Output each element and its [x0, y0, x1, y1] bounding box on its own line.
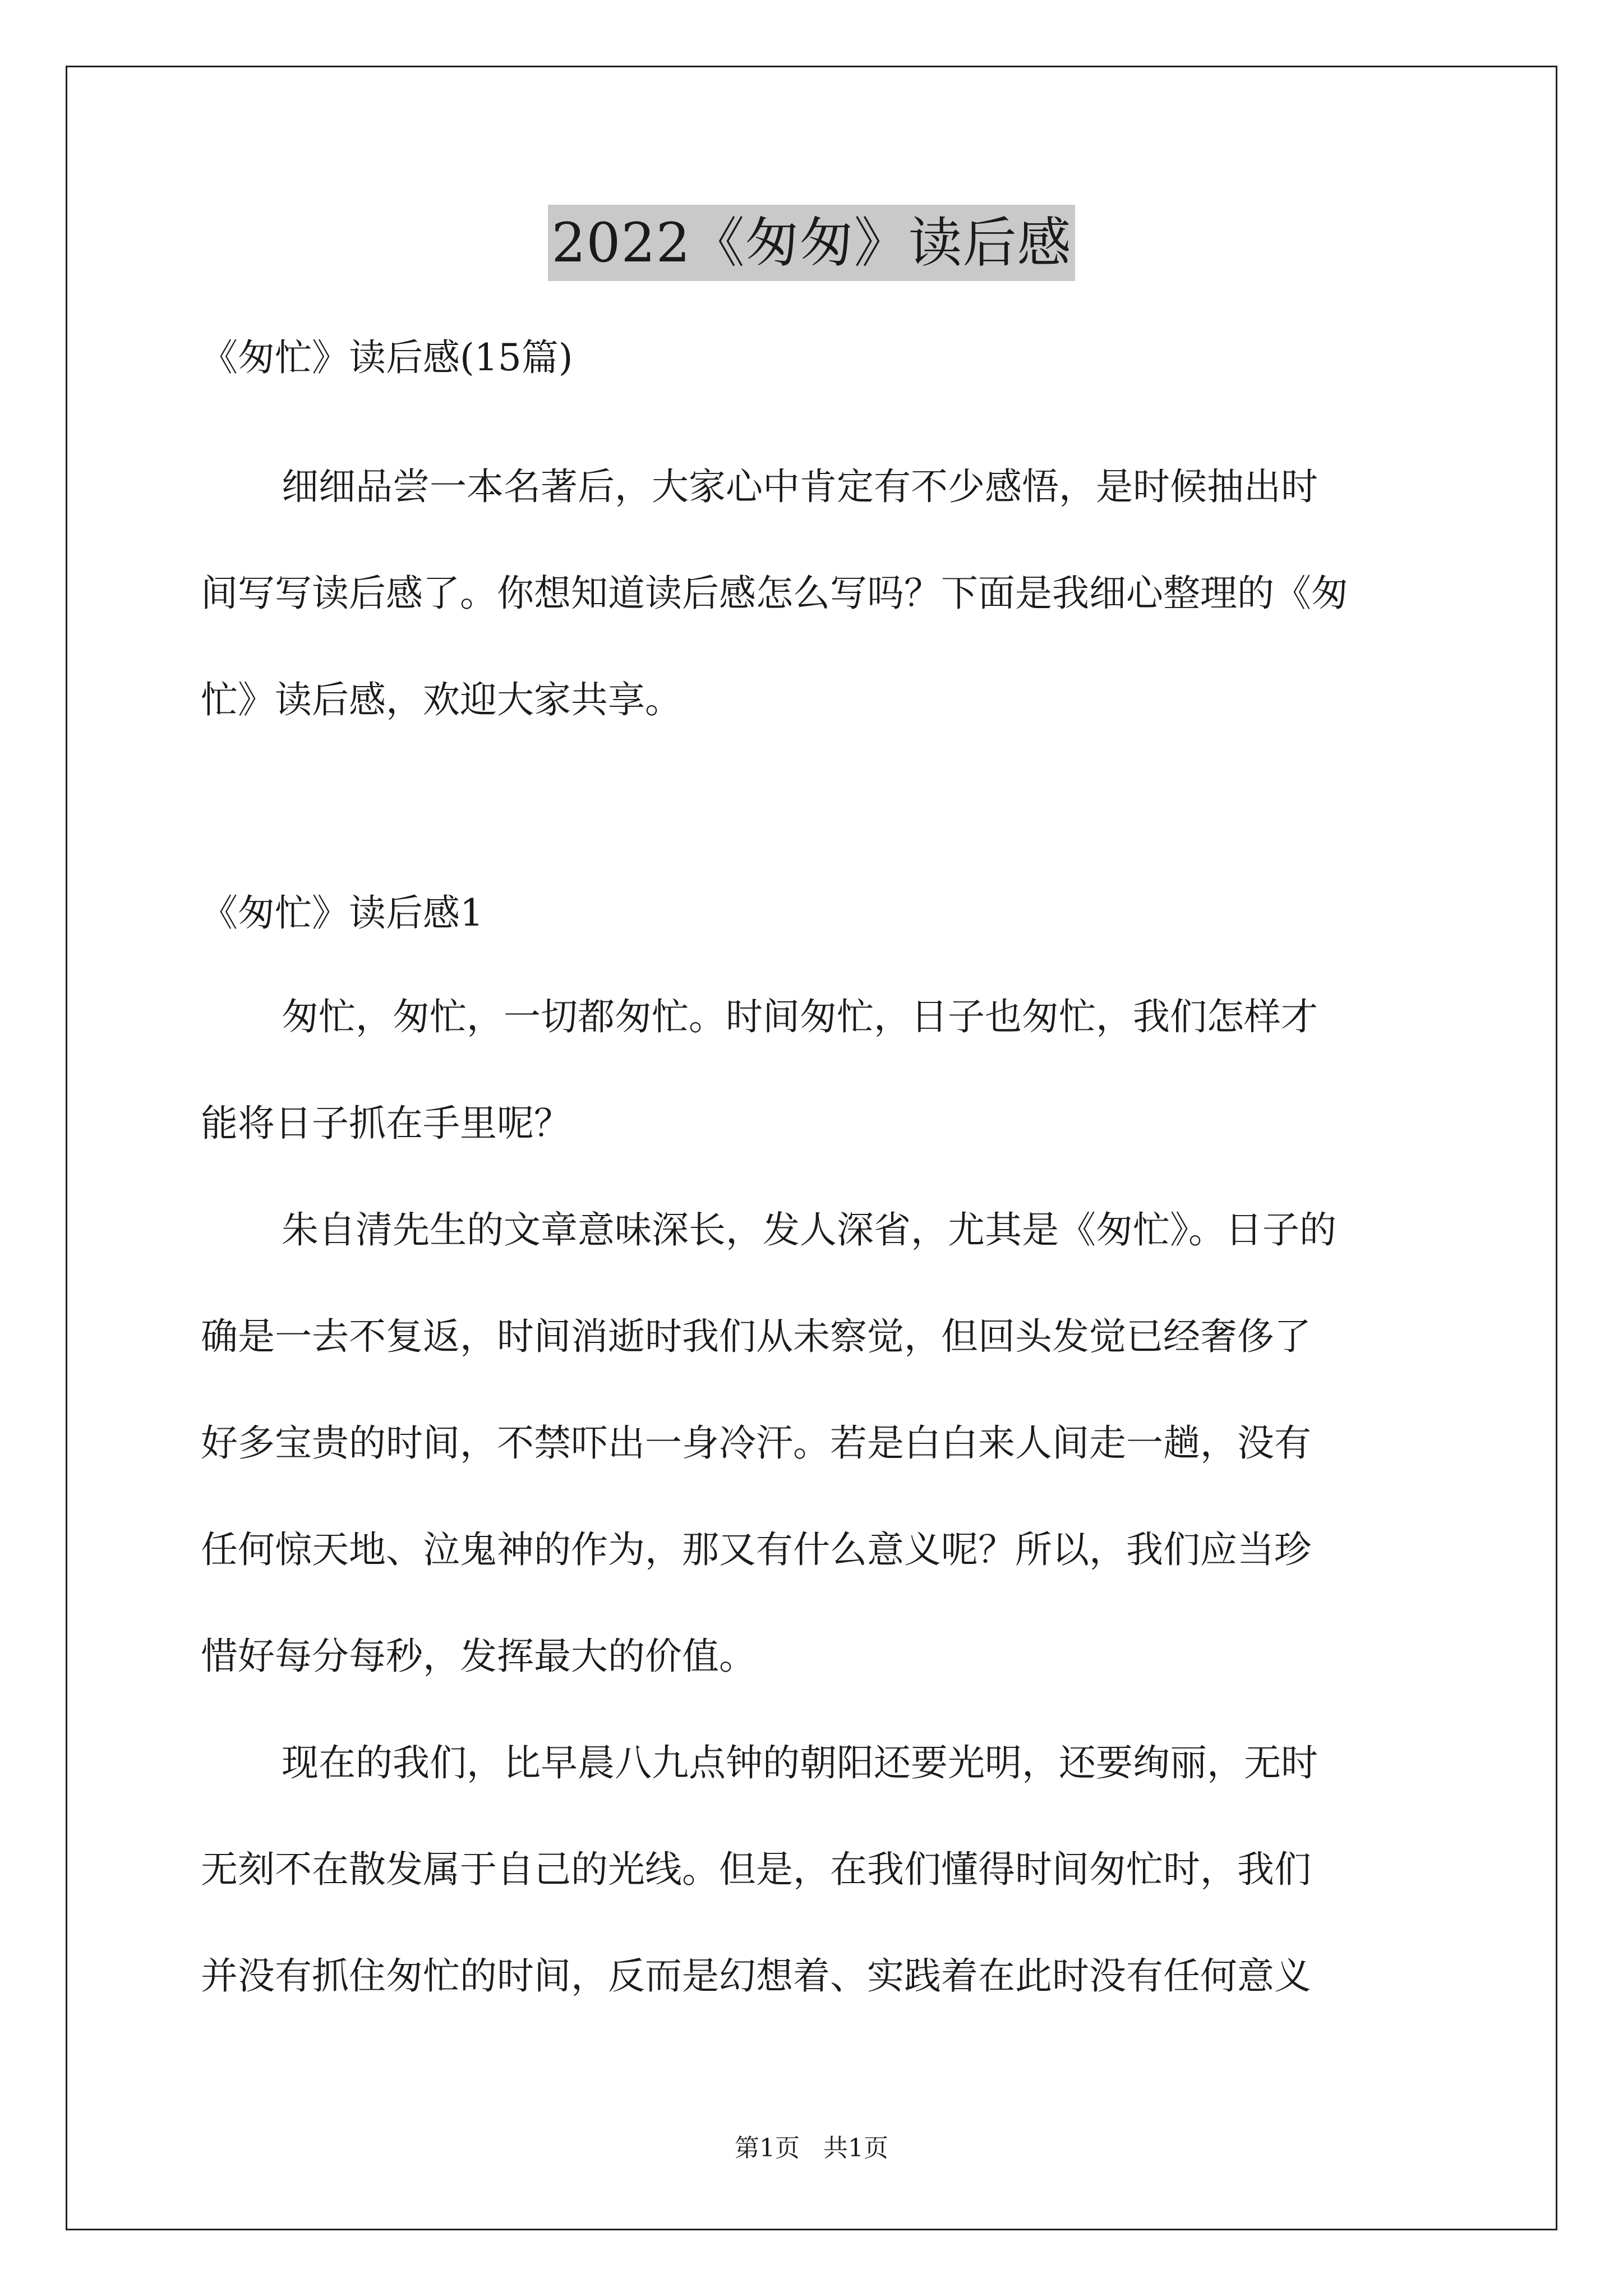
page-number: 第1页: [735, 2134, 800, 2162]
text-line: 能将日子抓在手里呢？: [201, 1102, 571, 1145]
text-line: 任何惊天地、泣鬼神的作为，那又有什么意义呢？所以，我们应当珍: [201, 1528, 1311, 1571]
page-total: 共1页: [823, 2134, 888, 2162]
text-line: 现在的我们，比早晨八九点钟的朝阳还要光明，还要绚丽，无时: [282, 1741, 1318, 1784]
text-line: 朱自清先生的文章意味深长，发人深省，尤其是《匆忙》。日子的: [282, 1208, 1336, 1251]
text-line: 并没有抓住匆忙的时间，反而是幻想着、实践着在此时没有任何意义: [201, 1954, 1311, 1998]
text-line: 匆忙，匆忙，一切都匆忙。时间匆忙，日子也匆忙，我们怎样才: [282, 995, 1318, 1038]
text-line: 好多宝贵的时间，不禁吓出一身冷汗。若是白白来人间走一趟，没有: [201, 1421, 1311, 1465]
text-line: 间写写读后感了。你想知道读后感怎么写吗？下面是我细心整理的《匆: [201, 572, 1348, 615]
document-title: 2022《匆匆》读后感: [548, 205, 1075, 281]
section-heading: 《匆忙》读后感1: [201, 891, 483, 935]
text-line: 确是一去不复返，时间消逝时我们从未察觉，但回头发觉已经奢侈了: [201, 1315, 1311, 1358]
page-footer: [0, 2132, 1623, 2165]
text-line: 惜好每分每秒，发挥最大的价值。: [201, 1635, 756, 1678]
text-line: 忙》读后感，欢迎大家共享。: [201, 678, 682, 721]
text-line: 《匆忙》读后感(15篇): [201, 336, 573, 379]
title-container: [0, 205, 1623, 281]
text-line: 无刻不在散发属于自己的光线。但是，在我们懂得时间匆忙时，我们: [201, 1848, 1311, 1891]
text-line: 细细品尝一本名著后，大家心中肯定有不少感悟，是时候抽出时: [282, 465, 1318, 508]
